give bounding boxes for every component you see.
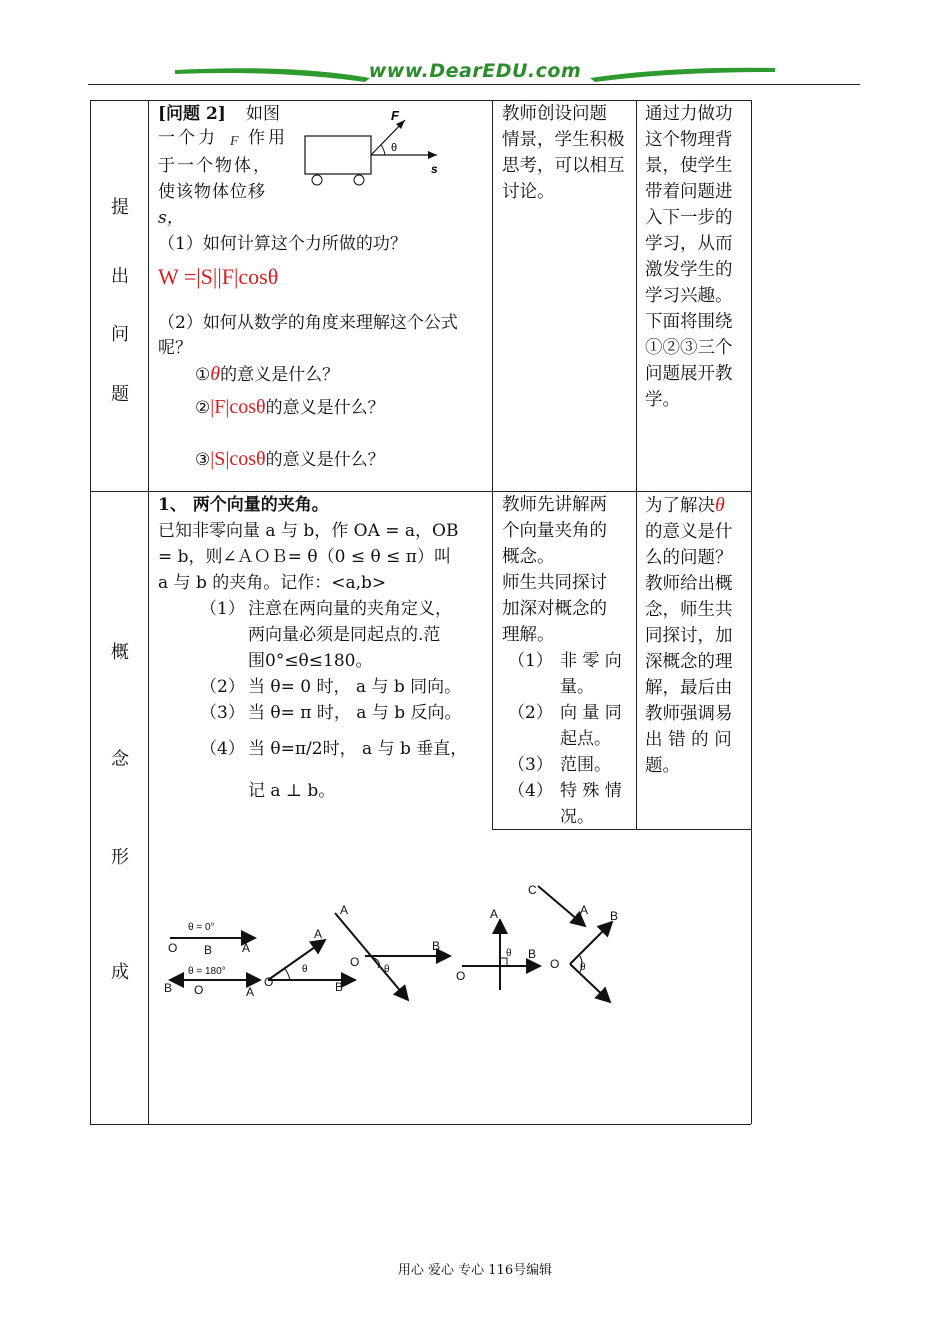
problem-line: s，	[158, 208, 184, 228]
teacher-item-num: （3）	[508, 755, 553, 775]
teacher-item-line: 向 量 同	[560, 703, 622, 723]
svg-text:A: A	[580, 903, 589, 917]
sub-question-2: ②|F|cosθ的意义是什么？	[195, 396, 385, 418]
svg-text:A: A	[242, 941, 251, 955]
sub-question-3: ③|S|cosθ的意义是什么？	[195, 448, 385, 470]
side-label-7: 形	[111, 847, 129, 868]
fig-s-label: s	[431, 162, 438, 176]
svg-text:B: B	[432, 939, 441, 953]
fig-F-label: F	[391, 108, 399, 123]
side-label-2: 出	[111, 266, 129, 287]
svg-text:θ: θ	[384, 964, 390, 975]
force-label: F	[230, 134, 239, 149]
note-line: 当 θ= 0 时， a 与 b 同向。	[248, 677, 462, 697]
note-line: 两向量必须是同起点的.范	[248, 625, 441, 645]
svg-text:θ = 180°: θ = 180°	[188, 966, 226, 977]
svg-text:B: B	[164, 981, 173, 995]
svg-text:A: A	[246, 985, 255, 999]
svg-text:A: A	[340, 903, 349, 917]
question-1: （1）如何计算这个力所做的功？	[158, 234, 407, 254]
svg-text:A: A	[490, 907, 499, 921]
problem-line: 如图	[246, 104, 280, 124]
teacher-activity-1: 教师创设问题 情景，学生积极 思考，可以相互 讨论。	[502, 104, 625, 202]
question-2-line1: （2）如何从数学的角度来理解这个公式	[158, 313, 458, 333]
teacher-item-line: 量。	[560, 677, 594, 697]
teacher-activity-2: 教师先讲解两 个向量夹角的 概念。 师生共同探讨 加深对概念的 理解。	[502, 495, 607, 645]
design-purpose-2: 为了解决θ 的意义是什 么的问题？ 教师给出概 念，师生共 同探讨，加 深概念的理 解，最后由 教师强调易 出 错 的 问 题。	[645, 494, 733, 776]
svg-text:θ: θ	[506, 948, 512, 959]
svg-text:O: O	[168, 941, 178, 955]
side-label-1: 提	[111, 197, 129, 218]
teacher-item-line: 起点。	[560, 729, 611, 749]
problem-line: 于一个物体，	[158, 156, 272, 176]
side-label-6: 念	[111, 749, 129, 770]
problem-line: 一个力	[158, 128, 218, 148]
svg-text:O: O	[456, 969, 466, 983]
note-num-2: （2）	[200, 677, 245, 697]
svg-text:B: B	[528, 947, 537, 961]
note-line: 记 a ⊥ b。	[248, 781, 336, 801]
side-label-8: 成	[111, 962, 129, 983]
svg-text:θ: θ	[580, 962, 586, 973]
note-line: 当 θ= π 时， a 与 b 反向。	[248, 703, 462, 723]
svg-text:O: O	[264, 975, 274, 989]
page-footer: 用心 爱心 专心 116号编辑	[397, 1263, 553, 1278]
work-formula: W =|S||F|cosθ	[158, 264, 279, 289]
problem-line: 作用	[248, 128, 288, 148]
svg-text:O: O	[350, 955, 360, 969]
section-heading: 1、 两个向量的夹角。	[158, 495, 329, 515]
teacher-item-line: 况。	[560, 807, 594, 827]
problem-line: 使该物体位移	[158, 182, 266, 202]
note-line: 注意在两向量的夹角定义，	[248, 599, 452, 619]
question-2-line2: 呢？	[158, 338, 192, 358]
side-label-3: 问	[111, 324, 129, 345]
sub-question-1: ①θ的意义是什么？	[195, 363, 340, 385]
angle-diagrams	[160, 878, 630, 1008]
force-diagram	[295, 104, 445, 192]
svg-text:B: B	[204, 943, 213, 957]
teacher-item-num: （4）	[508, 781, 553, 801]
svg-text:θ: θ	[302, 964, 308, 975]
side-label-4: 题	[111, 384, 129, 405]
teacher-item-line: 非 零 向	[560, 651, 622, 671]
note-num-3: （3）	[200, 703, 245, 723]
svg-text:O: O	[194, 983, 204, 997]
teacher-item-num: （1）	[508, 651, 553, 671]
note-num-1: （1）	[200, 599, 245, 619]
fig-theta-label: θ	[391, 142, 398, 154]
svg-text:B: B	[610, 909, 619, 923]
definition-line-2: = b，则∠ＡＯＢ= θ（0 ≤ θ ≤ π）叫	[158, 547, 451, 567]
svg-text:O: O	[550, 957, 560, 971]
svg-text:B: B	[335, 980, 344, 994]
note-num-4: （4）	[200, 739, 245, 759]
teacher-item-line: 特 殊 情	[560, 781, 622, 801]
teacher-item-line: 范围。	[560, 755, 611, 775]
svg-text:C: C	[528, 883, 537, 897]
svg-text:θ = 0°: θ = 0°	[188, 922, 215, 933]
header-rule	[88, 84, 860, 85]
note-line: 围0°≤θ≤180。	[248, 651, 373, 671]
definition-line-3: a 与 b 的夹角。记作：<a,b>	[158, 573, 387, 593]
teacher-item-num: （2）	[508, 703, 553, 723]
logo-text: www.DearEDU.com	[368, 60, 582, 82]
problem-title: [问题 2]	[158, 104, 226, 124]
definition-line-1: 已知非零向量 a 与 b，作 OA = a，OB	[158, 521, 459, 541]
side-label-5: 概	[111, 642, 129, 663]
design-purpose-1: 通过力做功 这个物理背 景，使学生 带着问题进 入下一步的 学习，从而 激发学生的 学习兴趣。 下面将围绕 ①②③三个 问题展开教 学。	[645, 104, 733, 410]
note-line: 当 θ=π/2时， a 与 b 垂直，	[248, 739, 468, 759]
svg-text:A: A	[314, 927, 323, 941]
